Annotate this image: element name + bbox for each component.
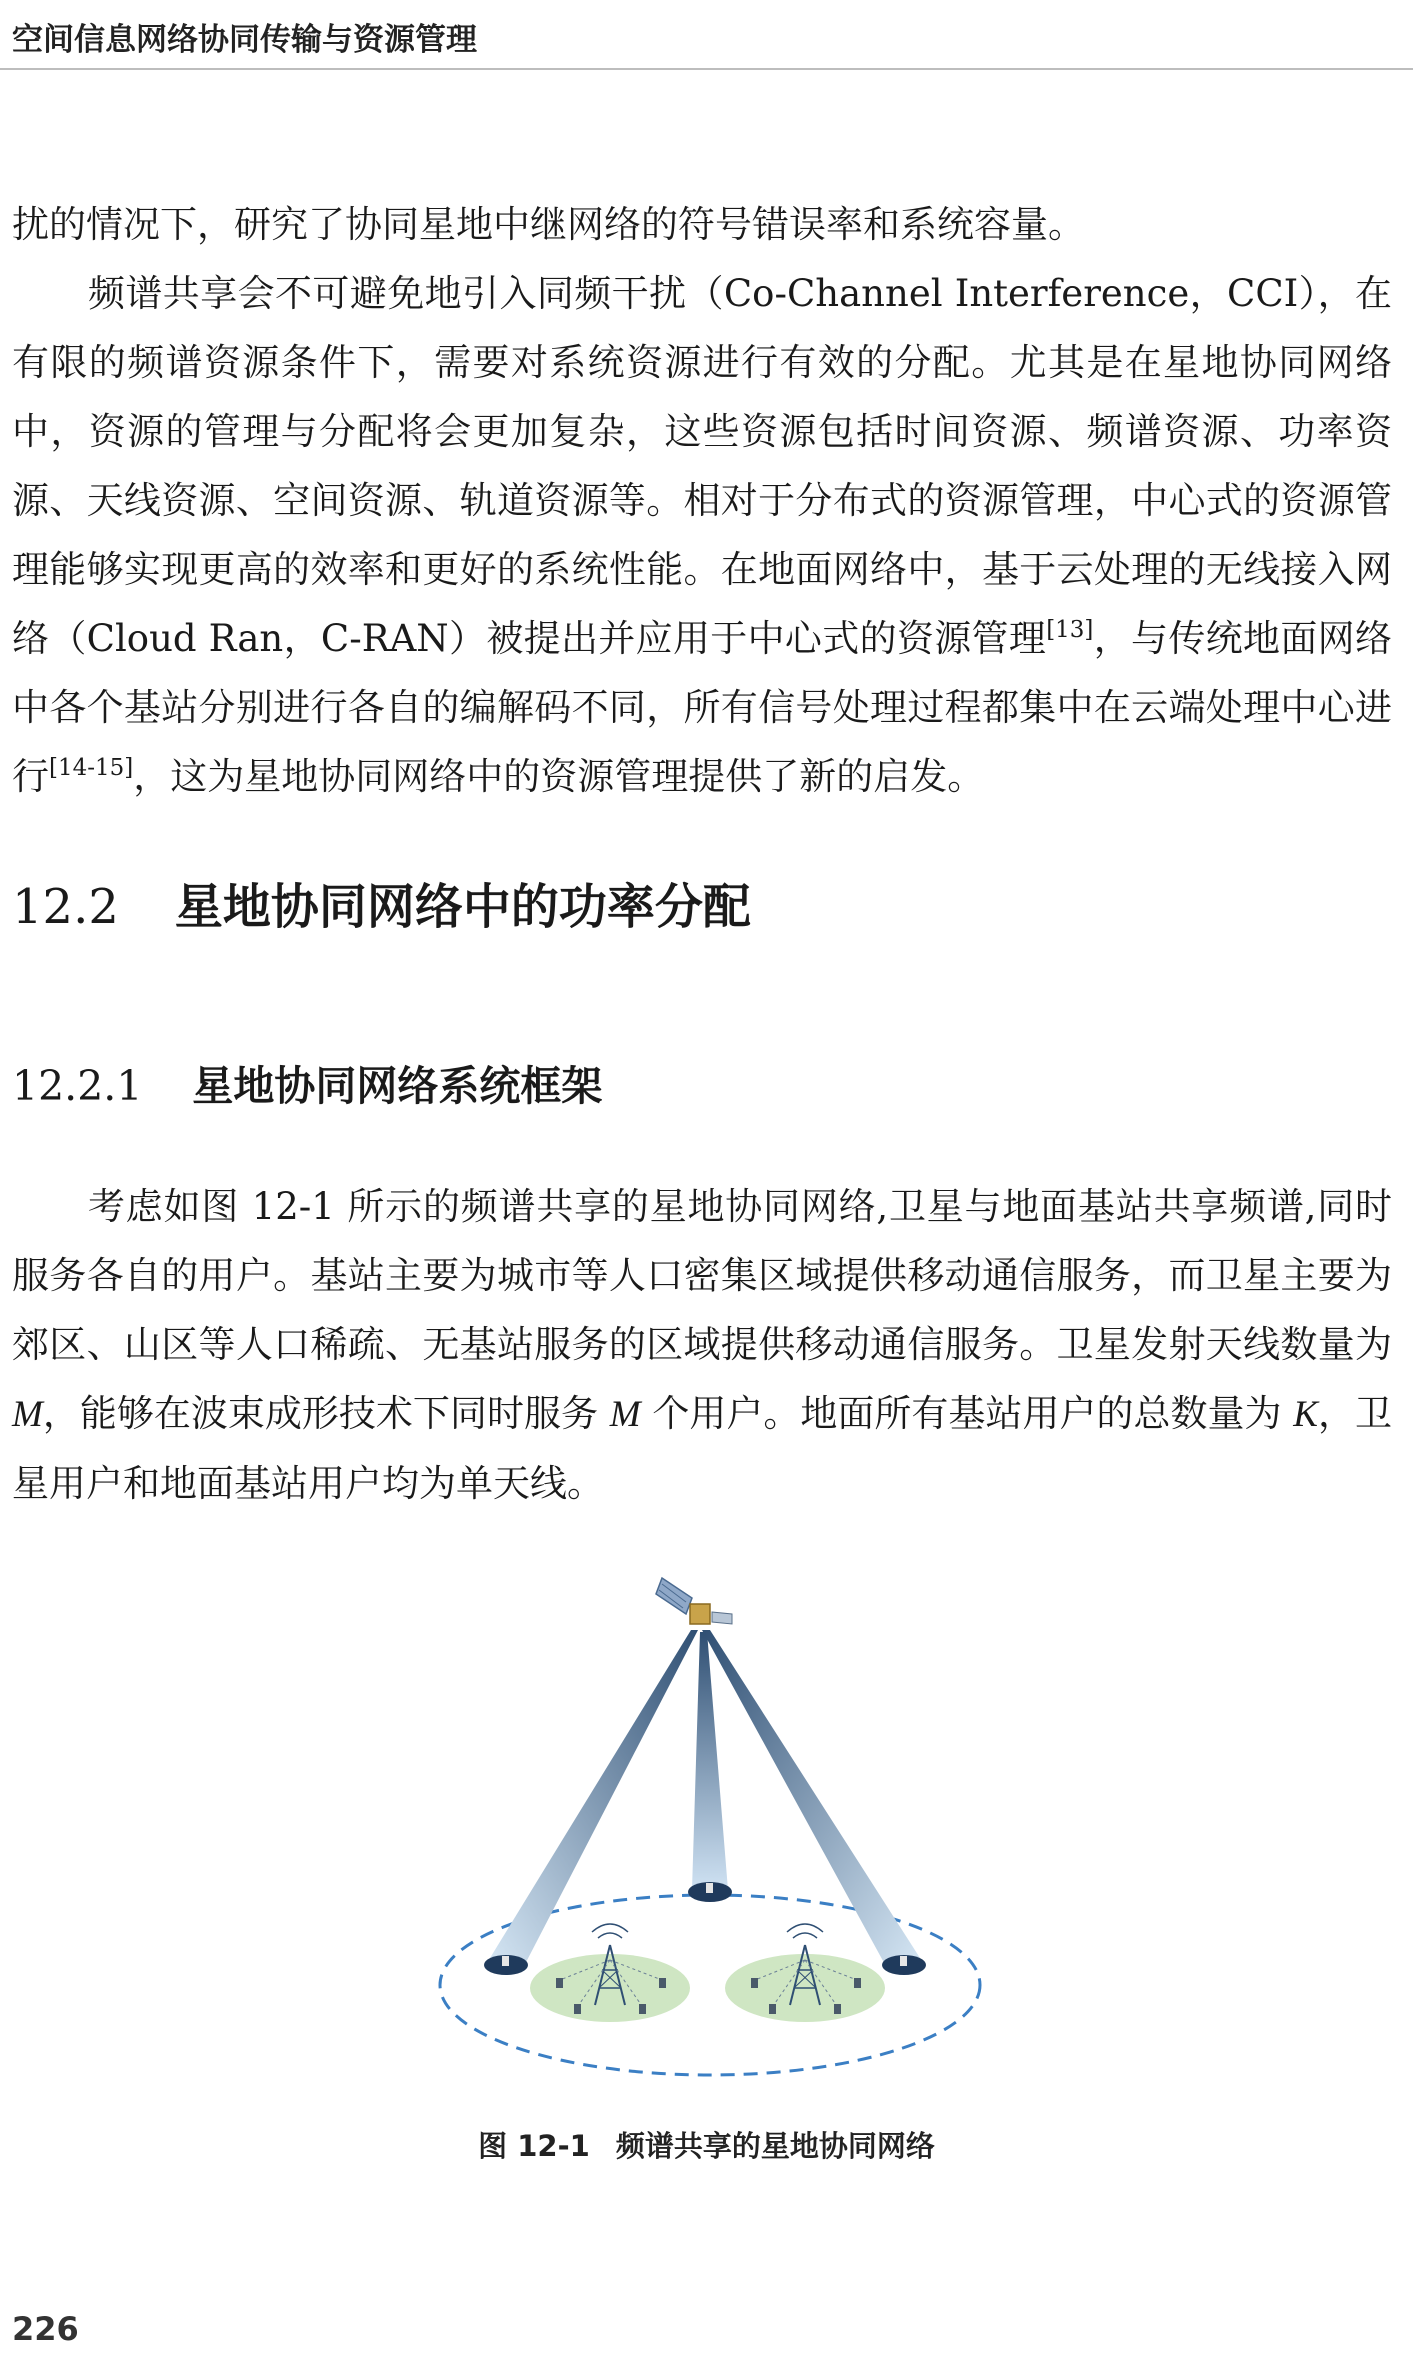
paragraph-system-model <box>12 1172 1392 1518</box>
figure-caption-text: 频谱共享的星地协同网络 <box>615 2129 935 2163</box>
header-rule <box>0 68 1413 70</box>
subsection-title: 星地协同网络系统框架 <box>192 1062 603 1110</box>
paragraph-cci-text-3: ，这为星地协同网络中的资源管理提供了新的启发。 <box>133 755 985 798</box>
paragraph-system-text-2: ，能够在波束成形技术下同时服务 <box>42 1392 610 1435</box>
body-text-upper <box>12 190 1392 811</box>
paragraph-cci-text-2: ，与传统地面网络中各个基站分别进行各自的编解码不同，所有信号处理过程都集中在云端处理中心进行 <box>12 617 1392 798</box>
satellite-icon <box>656 1578 732 1624</box>
paragraph-cci-text-1: 频谱共享会不可避免地引入同频干扰（Co-Channel Interference，CCI），在有限的频谱资源条件下，需要对系统资源进行有效的分配。尤其是在星地协同网络中，资源的管理与分配将会更加复杂，这些资源包括时间资源、频谱资源、功率资源、天线资源、空间资源、轨道资源等。相对于分布式的资源管理，中心式的资源管理能够实现更高的效率和更好的系统性能。在地面网络中，基于云处理的无线接入网络（Cloud Ran，C-RAN）被提出并应用于中心式的资源管理 <box>12 272 1392 660</box>
figure-12-1 <box>410 1560 1010 2120</box>
subsection-heading <box>12 1053 602 1112</box>
figure-caption <box>0 2124 1413 2165</box>
paragraph-cci <box>12 259 1392 811</box>
satellite-user-terminal-right <box>900 1956 907 1966</box>
network-diagram <box>410 1560 1010 2120</box>
paragraph-system-text-3: 个用户。地面所有基站用户的总数量为 <box>640 1392 1294 1435</box>
paragraph-system-text-4: ，卫星用户和地面基站用户均为单天线。 <box>12 1392 1392 1505</box>
section-heading <box>12 868 751 937</box>
satellite-user-terminal-left <box>502 1956 509 1966</box>
satellite-beam-left <box>490 1630 698 1970</box>
satellite-beam-center <box>692 1632 728 1890</box>
variable-m-2: M <box>609 1394 641 1435</box>
subsection-number: 12.2.1 <box>12 1062 143 1110</box>
running-header: 空间信息网络协同传输与资源管理 <box>12 22 477 58</box>
body-text-lower <box>12 1172 1392 1518</box>
variable-m-1: M <box>12 1394 43 1435</box>
citation-13[interactable]: [13] <box>1046 617 1094 643</box>
section-title: 星地协同网络中的功率分配 <box>174 879 751 935</box>
paragraph-continuation: 扰的情况下，研究了协同星地中继网络的符号错误率和系统容量。 <box>12 203 1085 246</box>
page-number: 226 <box>12 2310 79 2348</box>
section-number: 12.2 <box>12 879 119 935</box>
satellite-beam-right <box>702 1630 920 1970</box>
paragraph-system-text-1: 考虑如图 12-1 所示的频谱共享的星地协同网络,卫星与地面基站共享频谱,同时服务各自的用户。基站主要为城市等人口密集区域提供移动通信服务，而卫星主要为郊区、山区等人口稀疏、无基站服务的区域提供移动通信服务。卫星发射天线数量为 <box>12 1185 1392 1366</box>
satellite-user-terminal-center <box>706 1883 713 1893</box>
figure-number: 图 12-1 <box>478 2129 590 2163</box>
citation-14-15[interactable]: [14-15] <box>49 755 134 781</box>
variable-k: K <box>1293 1394 1318 1435</box>
